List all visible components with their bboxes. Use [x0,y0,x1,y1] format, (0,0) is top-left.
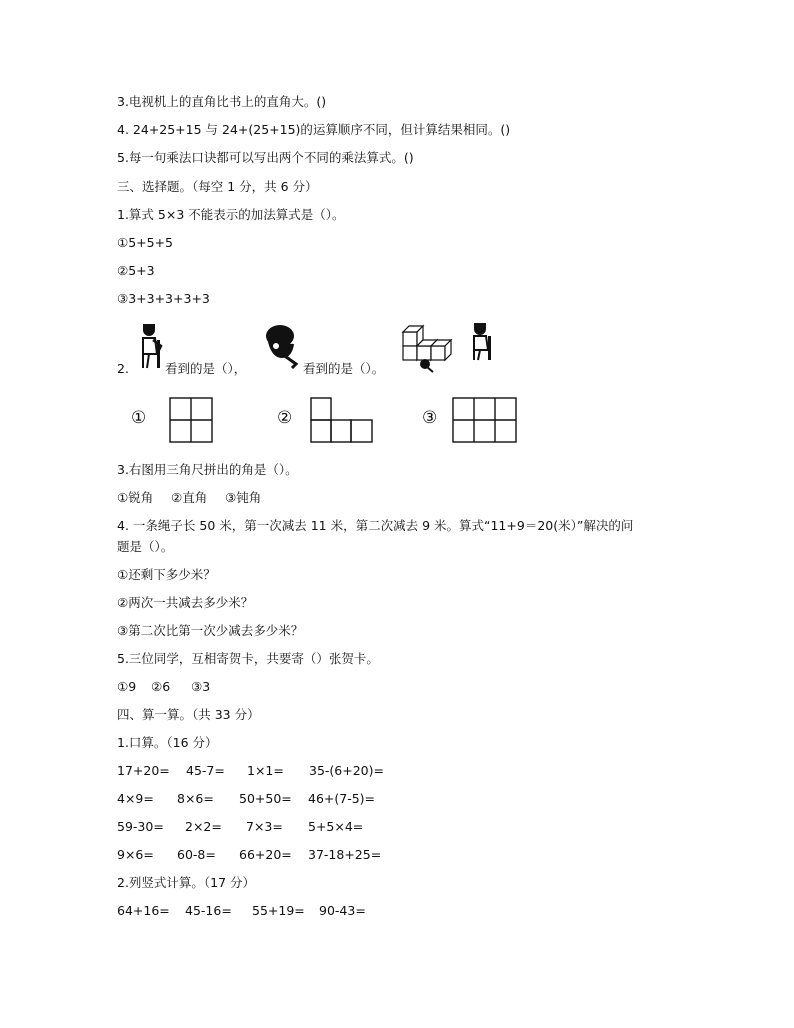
oral-item: 50+50= [239,791,292,806]
q3-option-2: ②直角 [171,490,208,505]
section4-title: 四、算一算。（共 33 分） [117,707,260,722]
oral-item: 59-30= [117,819,164,834]
q4-stem-line1: 4. 一条绳子长 50 米，第一次减去 11 米，第二次减去 9 米。算式“11+9＝20(米）”解决的问 [117,518,634,533]
oral-row-3 [117,819,363,835]
vertical-title: 2.列竖式计算。（17 分） [117,875,256,890]
oral-item: 66+20= [239,847,292,862]
person-side-view-figure [135,322,165,370]
vertical-item: 64+16= [117,903,170,918]
oral-item: 4×9= [117,791,154,806]
q2-option-mark-1: ① [131,408,147,428]
cube-stack-figure [399,324,455,374]
judge-item-3: 3.电视机上的直角比书上的直角大。() [117,94,327,109]
q1-option-3: ③3+3+3+3+3 [117,291,210,306]
q2-option-2-grid [310,397,374,443]
q4-option-2: ②两次一共减去多少米？ [117,595,254,610]
section3-title: 三、选择题。（每空 1 分，共 6 分） [117,179,318,194]
q5-stem: 5.三位同学，互相寄贺卡，共要寄（）张贺卡。 [117,651,379,666]
q2-text-a: 看到的是（）， [165,361,247,376]
q2-text-b: 看到的是（）。 [303,361,385,376]
q4-option-3: ③第二次比第一次少减去多少米？ [117,623,304,638]
oral-item: 5+5×4= [308,819,364,834]
oral-item: 46+(7-5)= [308,791,376,806]
oral-item: 45-7= [186,763,225,778]
q5-option-3: ③3 [191,679,211,694]
oral-item: 2×2= [185,819,222,834]
oral-item: 8×6= [177,791,214,806]
oral-item: 9×6= [117,847,154,862]
oral-row-2 [117,791,375,807]
judge-item-4: 4. 24+25+15 与 24+(25+15)的运算顺序不同，但计算结果相同。() [117,122,511,137]
q1-option-2: ②5+3 [117,263,155,278]
oral-row-4 [117,847,381,863]
q3-options [117,490,261,506]
judge-item-5: 5.每一句乘法口诀都可以写出两个不同的乘法算式。() [117,150,414,165]
oral-item: 35-(6+20)= [309,763,384,778]
q2-option-3-grid [452,397,518,443]
oral-row-1 [117,763,384,779]
q2-option-1-grid [169,397,213,443]
q4-option-1: ①还剩下多少米？ [117,567,216,582]
oral-item: 7×3= [246,819,283,834]
person-right-view-figure [466,322,496,362]
q5-option-2: ②6 [151,679,171,694]
q5-options [117,679,210,695]
child-back-view-figure [262,324,302,370]
q1-option-1: ①5+5+5 [117,235,174,250]
q1-stem: 1.算式 5×3 不能表示的加法算式是（）。 [117,207,345,222]
q2-option-mark-2: ② [277,408,293,428]
oral-item: 37-18+25= [308,847,382,862]
q3-option-3: ③钝角 [225,490,262,505]
q3-option-1: ①锐角 [117,490,154,505]
vertical-item: 90-43= [319,903,366,918]
vertical-row [117,903,366,919]
oral-title: 1.口算。（16 分） [117,735,218,750]
q4-stem-line2: 题是（）。 [117,539,174,554]
oral-item: 17+20= [117,763,170,778]
oral-item: 1×1= [247,763,284,778]
q5-option-1: ①9 [117,679,137,694]
oral-item: 60-8= [177,847,216,862]
q3-stem: 3.右图用三角尺拼出的角是（）。 [117,462,298,477]
vertical-item: 45-16= [185,903,232,918]
q2-number: 2. [117,361,129,376]
q2-option-mark-3: ③ [422,408,438,428]
vertical-item: 55+19= [252,903,305,918]
